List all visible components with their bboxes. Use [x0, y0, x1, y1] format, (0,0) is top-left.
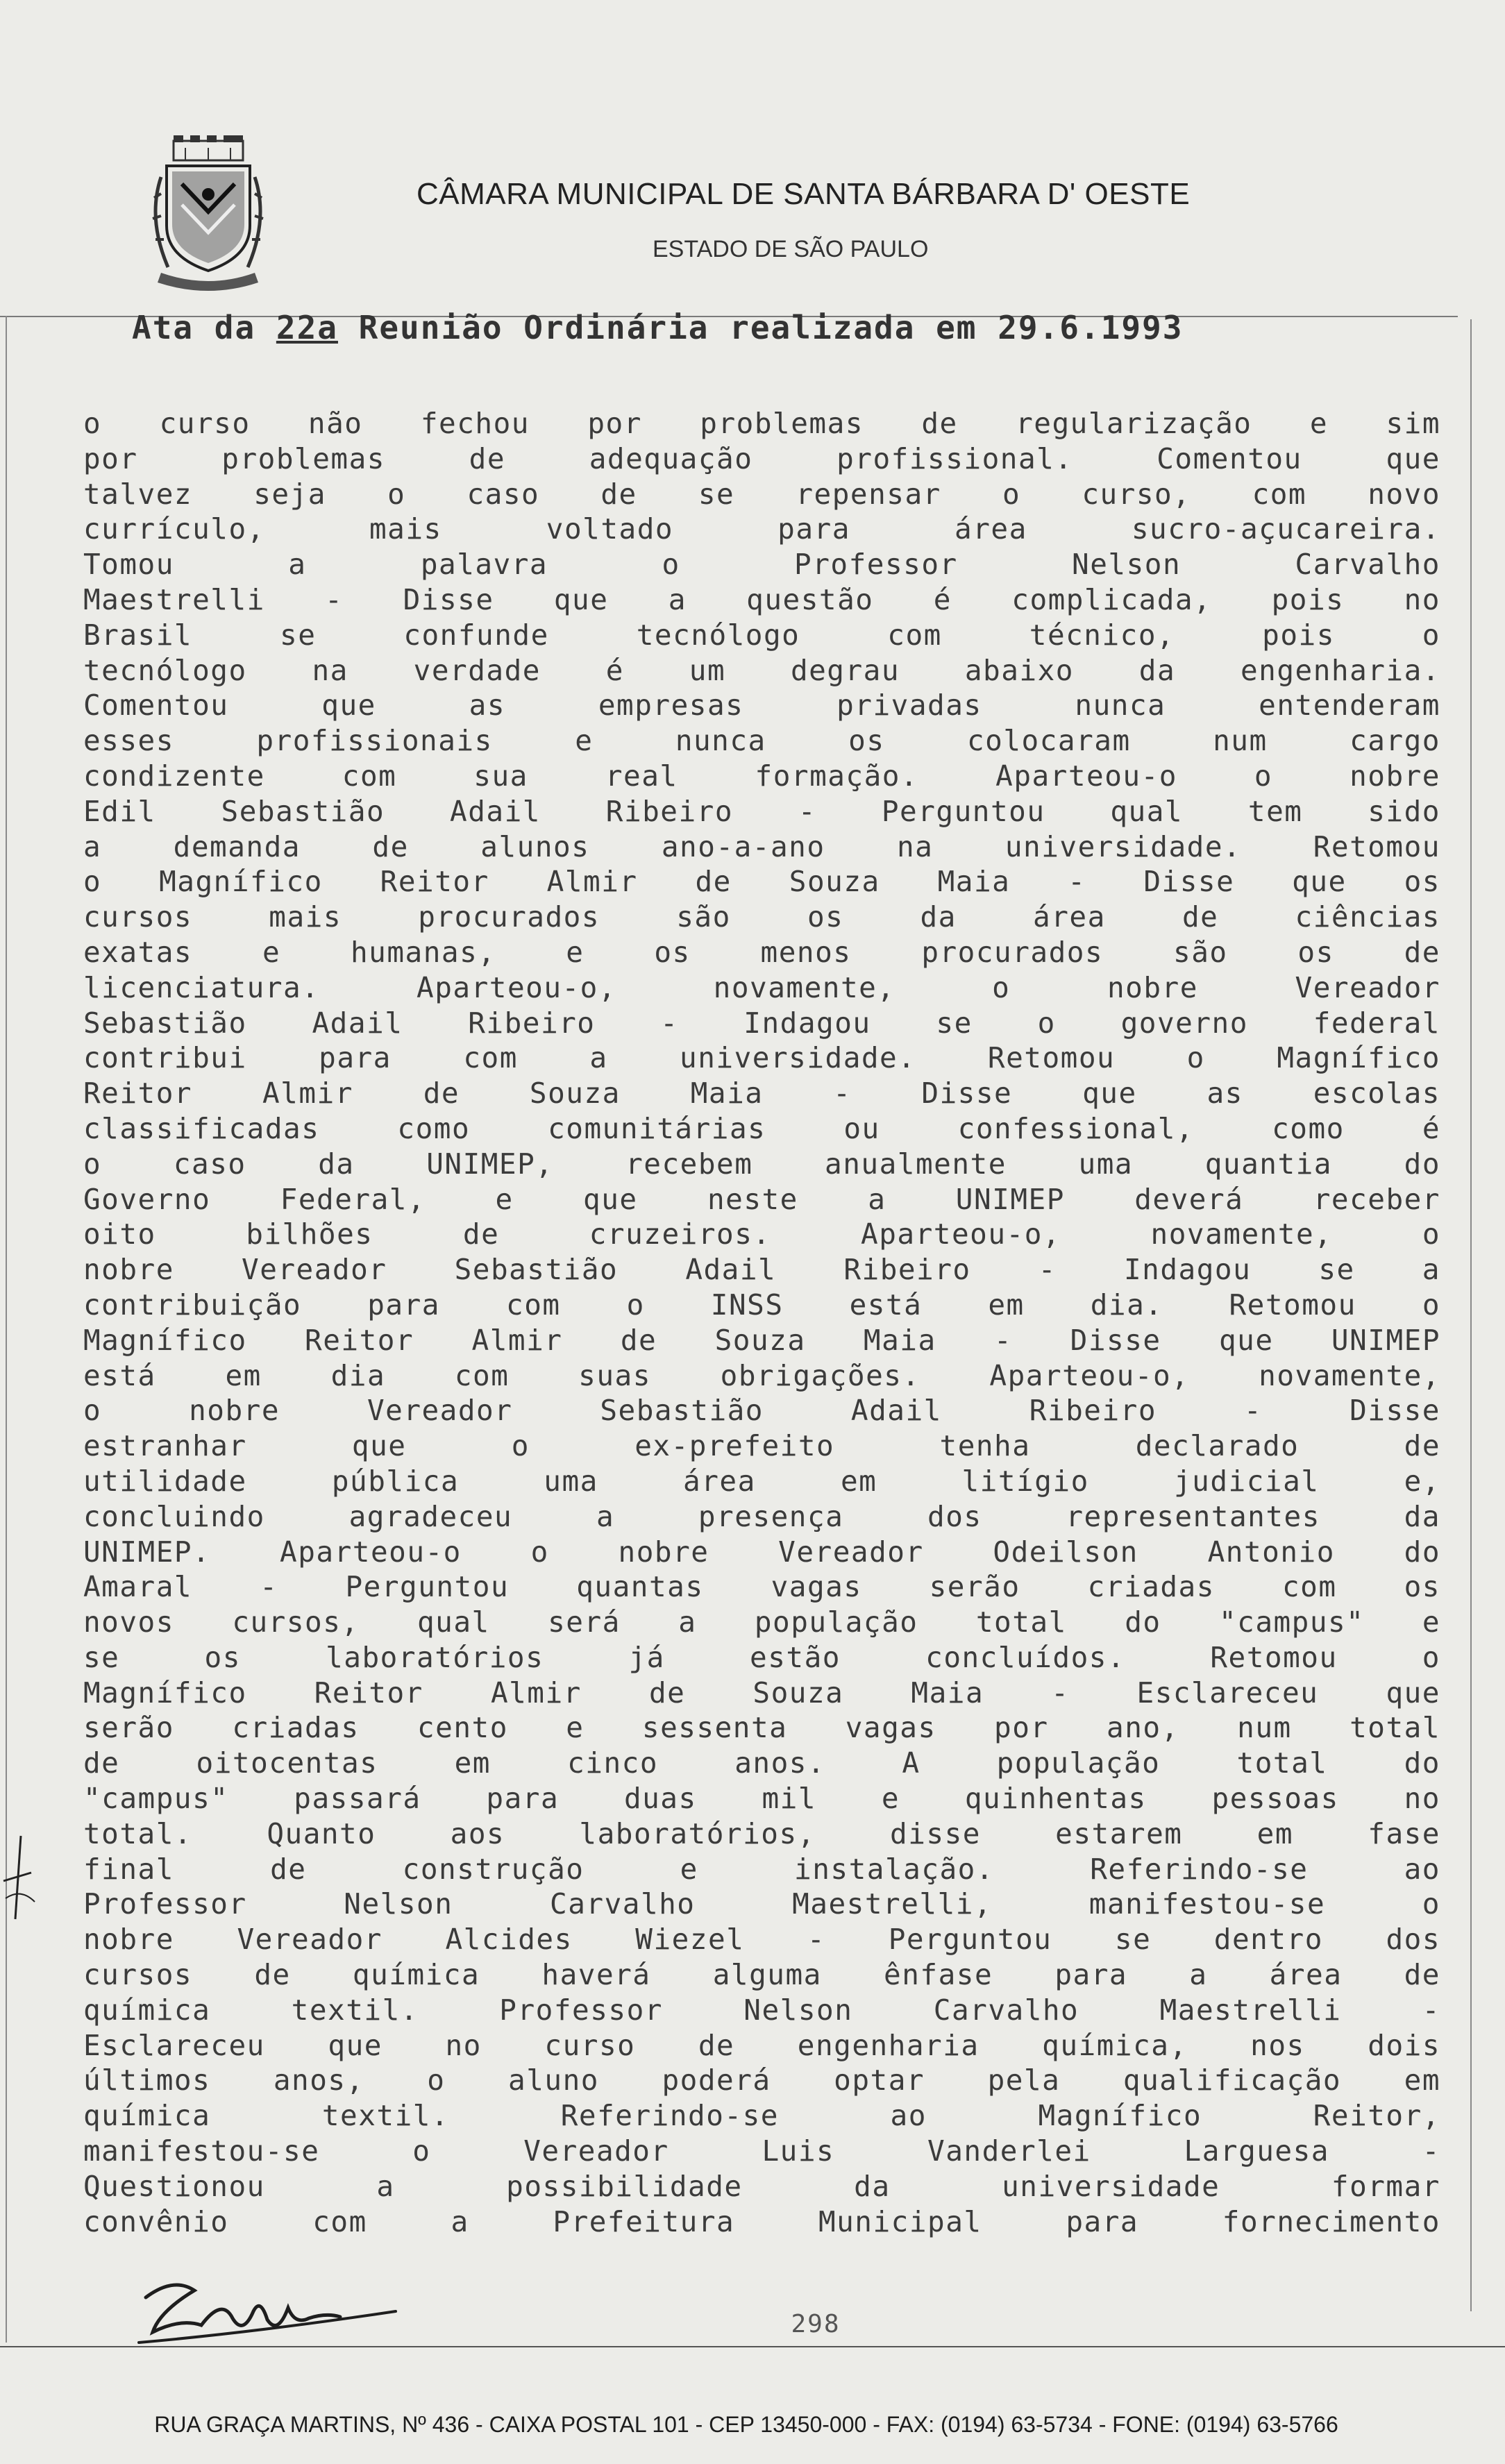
- body-line: condizente com sua real formação. Aparteou-o o nobre: [83, 759, 1440, 793]
- body-line: Reitor Almir de Souza Maia - Disse que as escolas: [83, 1077, 1440, 1111]
- body-line: Magnífico Reitor Almir de Souza Maia - Disse que UNIMEP: [83, 1323, 1440, 1357]
- body-line: Tomou a palavra o Professor Nelson Carvalho: [83, 548, 1440, 582]
- minutes-heading: [132, 309, 1451, 346]
- body-line: o nobre Vereador Sebastião Adail Ribeiro - Disse: [83, 1394, 1440, 1428]
- body-line: de oitocentas em cinco anos. A população total do: [83, 1746, 1440, 1780]
- body-line: Governo Federal, e que neste a UNIMEP deverá receber: [83, 1182, 1440, 1216]
- body-line: a demanda de alunos ano-a-ano na universidade. Retomou: [83, 829, 1440, 863]
- municipal-coat-of-arms-icon: [147, 135, 269, 295]
- body-line: Edil Sebastião Adail Ribeiro - Perguntou qual tem sido: [83, 794, 1440, 828]
- state-subtitle: ESTADO DE SÃO PAULO: [653, 236, 929, 262]
- page-number: 298: [791, 2310, 841, 2338]
- body-line: manifestou-se o Vereador Luis Vanderlei Larguesa -: [83, 2134, 1440, 2168]
- body-line: nobre Vereador Sebastião Adail Ribeiro - Indagou se a: [83, 1253, 1440, 1287]
- body-line: convênio com a Prefeitura Municipal para fornecimento: [83, 2204, 1440, 2238]
- body-line: final de construção e instalação. Referindo-se ao: [83, 1852, 1440, 1886]
- body-line: Comentou que as empresas privadas nunca entenderam: [83, 689, 1440, 723]
- body-line: contribui para com a universidade. Retomou o Magnífico: [83, 1041, 1440, 1075]
- body-line: cursos de química haverá alguma ênfase para a área de: [83, 1958, 1440, 1992]
- footer-address: RUA GRAÇA MARTINS, Nº 436 - CAIXA POSTAL 101 - CEP 13450-000 - FAX: (0194) 63-5734 - FONE: (0194) 63-5766: [154, 2412, 1338, 2437]
- body-line: exatas e humanas, e os menos procurados são os de: [83, 935, 1440, 969]
- body-line: últimos anos, o aluno poderá optar pela qualificação em: [83, 2064, 1440, 2098]
- body-line: o Magnífico Reitor Almir de Souza Maia - Disse que os: [83, 865, 1440, 899]
- handwritten-margin-mark: [0, 1832, 42, 1923]
- body-line: novos cursos, qual será a população total do "campus" e: [83, 1605, 1440, 1639]
- body-line: esses profissionais e nunca os colocaram num cargo: [83, 724, 1440, 758]
- body-line: o curso não fechou por problemas de regularização e sim: [83, 407, 1440, 440]
- body-line: Questionou a possibilidade da universidade formar: [83, 2169, 1440, 2203]
- body-line: UNIMEP. Aparteou-o o nobre Vereador Odeilson Antonio do: [83, 1535, 1440, 1569]
- body-line: talvez seja o caso de se repensar o curso, com novo: [83, 477, 1440, 511]
- page-frame-right-rule: [1470, 319, 1472, 2311]
- handwritten-signature: [118, 2270, 410, 2353]
- body-line: estranhar que o ex-prefeito tenha declarado de: [83, 1429, 1440, 1463]
- body-line: o caso da UNIMEP, recebem anualmente uma quantia do: [83, 1147, 1440, 1181]
- body-line: Professor Nelson Carvalho Maestrelli, manifestou-se o: [83, 1887, 1440, 1921]
- body-line: Brasil se confunde tecnólogo com técnico, pois o: [83, 618, 1440, 652]
- page-frame-left-rule: [6, 316, 7, 2343]
- body-line: química textil. Referindo-se ao Magnífico Reitor,: [83, 2099, 1440, 2133]
- body-line: está em dia com suas obrigações. Aparteou-o, novamente,: [83, 1358, 1440, 1392]
- body-line: Sebastião Adail Ribeiro - Indagou se o governo federal: [83, 1006, 1440, 1040]
- body-line: "campus" passará para duas mil e quinhentas pessoas no: [83, 1782, 1440, 1816]
- body-line: Maestrelli - Disse que a questão é complicada, pois no: [83, 582, 1440, 616]
- session-ordinal: 22a: [276, 309, 338, 346]
- body-line: concluindo agradeceu a presença dos representantes da: [83, 1499, 1440, 1533]
- body-line: nobre Vereador Alcides Wiezel - Perguntou se dentro dos: [83, 1923, 1440, 1957]
- body-line: contribuição para com o INSS está em dia. Retomou o: [83, 1288, 1440, 1322]
- minutes-body-text: [83, 406, 1440, 2239]
- body-line: classificadas como comunitárias ou confessional, como é: [83, 1111, 1440, 1145]
- body-line: serão criadas cento e sessenta vagas por ano, num total: [83, 1711, 1440, 1745]
- minutes-heading-suffix: Reunião Ordinária realizada em 29.6.1993: [337, 309, 1184, 346]
- body-line: currículo, mais voltado para área sucro-açucareira.: [83, 512, 1440, 546]
- body-line: Magnífico Reitor Almir de Souza Maia - Esclareceu que: [83, 1676, 1440, 1710]
- institution-title: CÂMARA MUNICIPAL DE SANTA BÁRBARA D' OESTE: [417, 177, 1191, 211]
- body-line: se os laboratórios já estão concluídos. Retomou o: [83, 1640, 1440, 1674]
- body-line: total. Quanto aos laboratórios, disse estarem em fase: [83, 1816, 1440, 1850]
- body-line: oito bilhões de cruzeiros. Aparteou-o, novamente, o: [83, 1217, 1440, 1251]
- body-line: tecnólogo na verdade é um degrau abaixo da engenharia.: [83, 653, 1440, 687]
- body-line: química textil. Professor Nelson Carvalho Maestrelli -: [83, 1993, 1440, 2027]
- body-line: por problemas de adequação profissional. Comentou que: [83, 441, 1440, 475]
- body-line: Esclareceu que no curso de engenharia química, nos dois: [83, 2028, 1440, 2062]
- body-line: cursos mais procurados são os da área de ciências: [83, 900, 1440, 934]
- minutes-heading-prefix: Ata da: [132, 309, 276, 346]
- body-line: licenciatura. Aparteou-o, novamente, o nobre Vereador: [83, 970, 1440, 1004]
- body-line: utilidade pública uma área em litígio judicial e,: [83, 1464, 1440, 1498]
- body-line: Amaral - Perguntou quantas vagas serão criadas com os: [83, 1570, 1440, 1604]
